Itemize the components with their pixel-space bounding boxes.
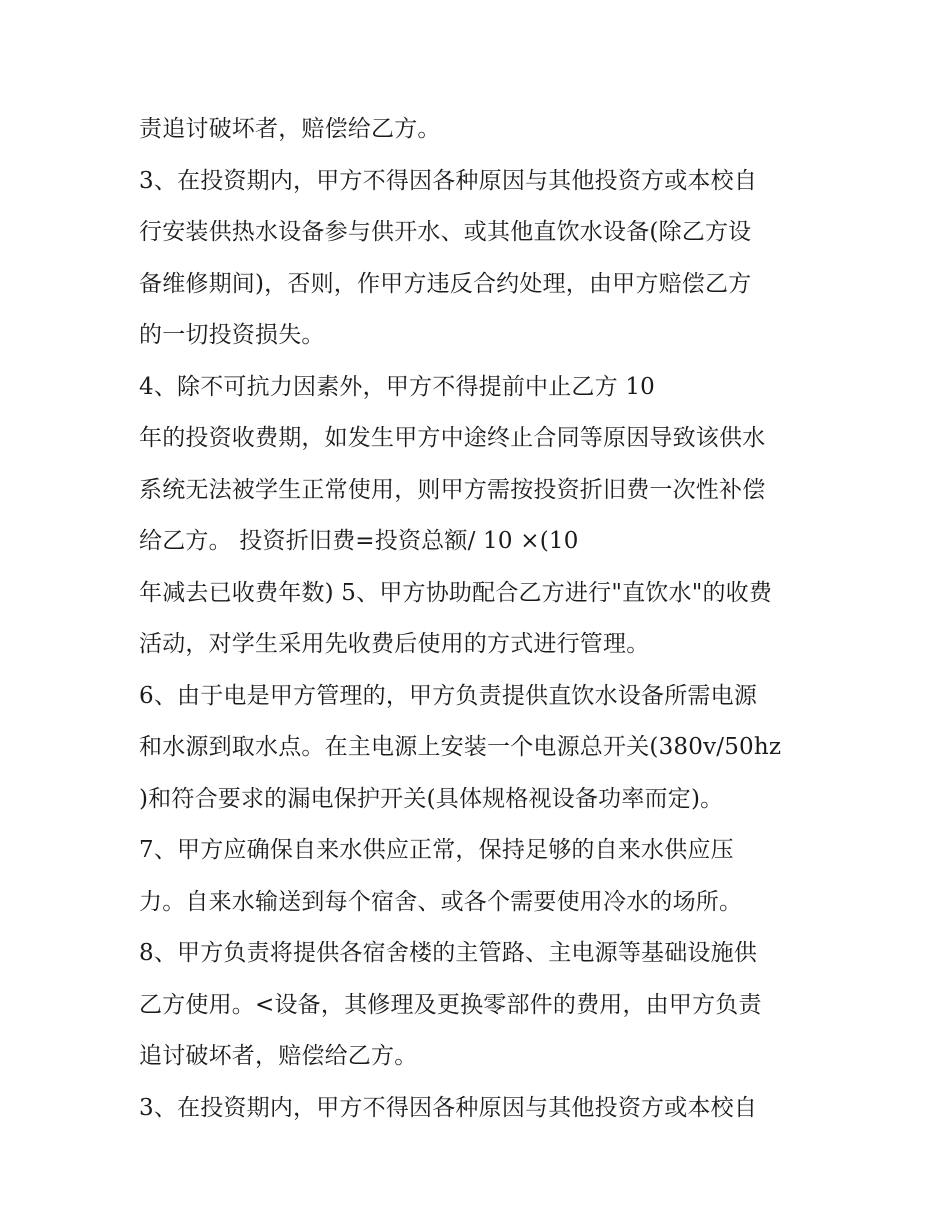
text-line: 年减去已收费年数) 5、甲方协助配合乙方进行"直饮水"的收费 [139, 579, 773, 606]
text-line: 3、在投资期内，甲方不得因各种原因与其他投资方或本校自 [139, 1094, 758, 1121]
text-line: 和水源到取水点。在主电源上安装一个电源总开关(380v/50hz [139, 734, 782, 760]
text-line: 活动，对学生采用先收费后使用的方式进行管理。 [139, 631, 650, 657]
text-line: 7、甲方应确保自来水供应正常，保持足够的自来水供应压 [139, 837, 734, 863]
text-line: 3、在投资期内，甲方不得因各种原因与其他投资方或本校自 [139, 167, 758, 194]
text-line: 追讨破坏者，赔偿给乙方。 [139, 1043, 418, 1069]
text-line: 6、由于电是甲方管理的，甲方负责提供直饮水设备所需电源 [139, 682, 758, 709]
text-line: 的一切投资损失。 [139, 322, 325, 348]
text-line: 行安装供热水设备参与供开水、或其他直饮水设备(除乙方设 [139, 219, 752, 245]
text-line: 给乙方。 投资折旧费=投资总额/ 10 ×(10 [139, 528, 579, 554]
text-line: 8、甲方负责将提供各宿舍楼的主管路、主电源等基础设施供 [139, 940, 758, 966]
text-line: 备维修期间)，否则，作甲方违反合约处理，由甲方赔偿乙方 [139, 270, 752, 297]
text-line: )和符合要求的漏电保护开关(具体规格视设备功率而定)。 [139, 785, 724, 812]
text-line: 4、除不可抗力因素外，甲方不得提前中止乙方 10 [139, 373, 656, 400]
text-line: 乙方使用。<设备，其修理及更换零部件的费用，由甲方负责 [139, 991, 762, 1018]
text-line: 系统无法被学生正常使用，则甲方需按投资折旧费一次性补偿 [139, 476, 766, 503]
text-line: 责追讨破坏者，赔偿给乙方。 [139, 116, 441, 142]
contract-text [139, 104, 839, 1134]
text-line: 力。自来水输送到每个宿舍、或各个需要使用冷水的场所。 [139, 888, 743, 915]
text-line: 年的投资收费期，如发生甲方中途终止合同等原因导致该供水 [139, 425, 766, 451]
